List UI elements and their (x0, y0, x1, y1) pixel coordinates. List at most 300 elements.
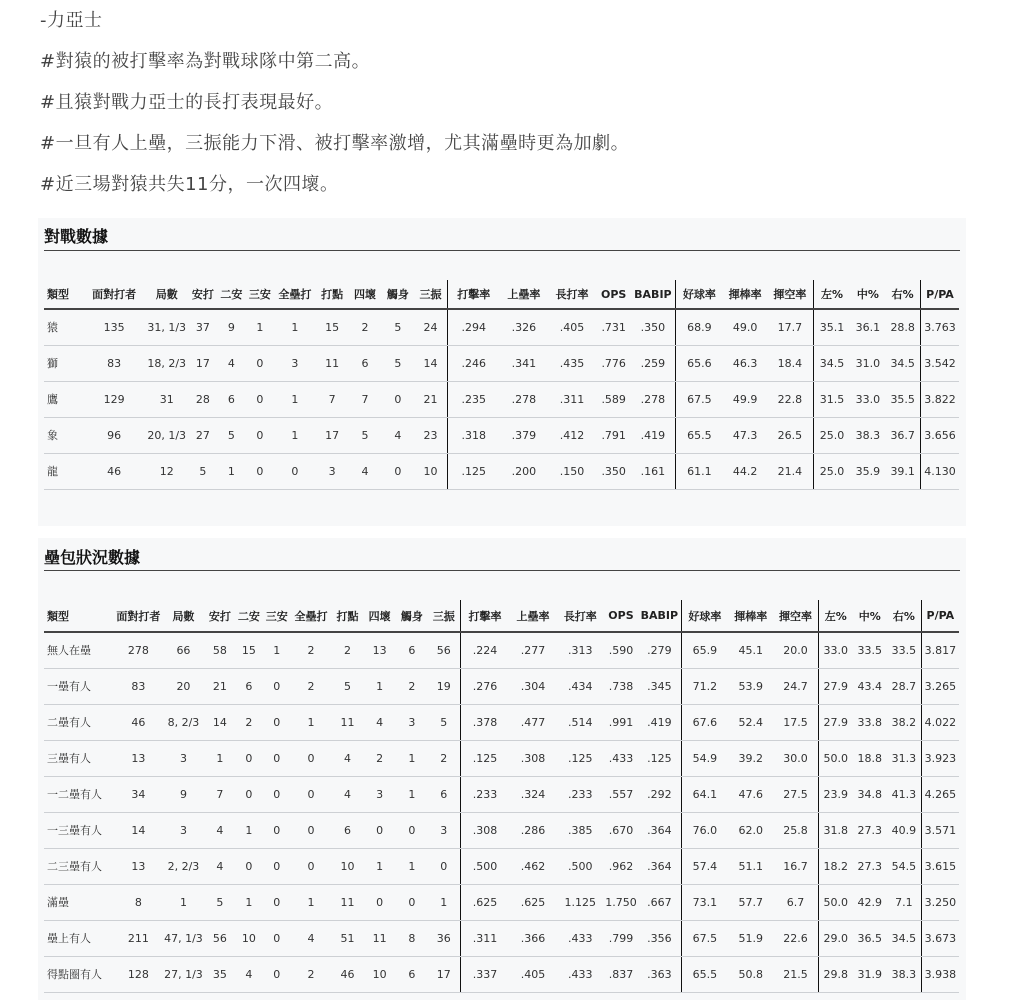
stat-cell: 51.1 (728, 848, 773, 884)
stat-cell: 10 (364, 956, 396, 992)
stat-cell: .125 (638, 740, 681, 776)
stat-cell: 5 (349, 417, 382, 453)
row-label: 滿壘 (44, 884, 115, 920)
stat-cell: 1 (274, 417, 316, 453)
stat-cell: 58 (205, 632, 235, 668)
stat-cell: .278 (631, 381, 675, 417)
stat-cell: 0 (263, 776, 291, 812)
stat-cell: 34 (115, 776, 162, 812)
stat-cell: 33.0 (850, 381, 885, 417)
stat-cell: 51 (331, 920, 363, 956)
table-row (44, 956, 959, 992)
stat-cell: 19 (428, 668, 460, 704)
column-header: 好球率 (675, 280, 723, 309)
stat-cell: .313 (557, 632, 604, 668)
stat-cell: 21 (414, 381, 447, 417)
stat-cell: .379 (500, 417, 548, 453)
stat-cell: 66 (162, 632, 205, 668)
row-label: 一壘有人 (44, 668, 115, 704)
stat-cell: 38.3 (887, 956, 921, 992)
stat-cell: 43.4 (853, 668, 887, 704)
stat-cell: 54.5 (887, 848, 921, 884)
stat-cell: 3 (396, 704, 428, 740)
stat-cell: 4 (217, 345, 245, 381)
stat-cell: 5 (381, 345, 414, 381)
stat-cell: 0 (291, 848, 332, 884)
column-header: 類型 (44, 600, 115, 632)
row-label: 鷹 (44, 381, 83, 417)
stat-cell: 13 (115, 848, 162, 884)
stat-cell: 4 (349, 453, 382, 489)
stat-cell: 14 (205, 704, 235, 740)
stat-cell: .350 (596, 453, 631, 489)
stat-cell: 7 (349, 381, 382, 417)
stat-cell: 3.763 (920, 309, 959, 345)
stat-cell: .246 (447, 345, 500, 381)
stat-cell: 54.9 (681, 740, 728, 776)
stat-cell: .311 (548, 381, 596, 417)
stat-cell: 36.5 (853, 920, 887, 956)
stat-cell: 46 (331, 956, 363, 992)
stat-cell: .378 (460, 704, 509, 740)
column-header: 安打 (189, 280, 217, 309)
stat-cell: .286 (509, 812, 556, 848)
stat-cell: .233 (557, 776, 604, 812)
column-header: P/PA (920, 280, 959, 309)
stat-cell: 3.615 (921, 848, 959, 884)
stat-cell: 13 (115, 740, 162, 776)
stat-cell: 1 (291, 704, 332, 740)
stat-cell: 24 (414, 309, 447, 345)
stat-cell: 65.9 (681, 632, 728, 668)
stat-cell: 2 (331, 632, 363, 668)
column-header: BABIP (638, 600, 681, 632)
stat-cell: .233 (460, 776, 509, 812)
stat-cell: 6 (428, 776, 460, 812)
stat-cell: .412 (548, 417, 596, 453)
column-header: 揮空率 (767, 280, 813, 309)
stat-cell: 14 (115, 812, 162, 848)
stat-cell: .433 (604, 740, 638, 776)
row-label: 龍 (44, 453, 83, 489)
stat-cell: 11 (316, 345, 349, 381)
stat-cell: 50.8 (728, 956, 773, 992)
row-label: 得點圈有人 (44, 956, 115, 992)
stat-cell: 65.6 (675, 345, 723, 381)
stat-cell: .419 (631, 417, 675, 453)
base-situation-table (44, 600, 959, 993)
stat-cell: 57.7 (728, 884, 773, 920)
column-header: P/PA (921, 600, 959, 632)
stat-cell: .791 (596, 417, 631, 453)
stat-cell: 13 (364, 632, 396, 668)
stat-cell: 0 (396, 812, 428, 848)
column-header: 右% (887, 600, 921, 632)
stat-cell: 12 (145, 453, 189, 489)
stat-cell: .341 (500, 345, 548, 381)
stat-cell: 27, 1/3 (162, 956, 205, 992)
column-header: 好球率 (681, 600, 728, 632)
stat-cell: 1 (274, 381, 316, 417)
column-header: 左% (818, 600, 852, 632)
stat-cell: 3 (162, 740, 205, 776)
table-row (44, 381, 959, 417)
stat-cell: 0 (246, 345, 274, 381)
stat-cell: 0 (263, 848, 291, 884)
stat-cell: 2 (349, 309, 382, 345)
stat-cell: 28 (189, 381, 217, 417)
stat-cell: 31.5 (813, 381, 850, 417)
column-header: 局數 (145, 280, 189, 309)
stat-cell: 50.0 (818, 884, 852, 920)
stat-cell: 38.2 (887, 704, 921, 740)
stat-cell: 0 (235, 848, 263, 884)
column-header: 二安 (235, 600, 263, 632)
stat-cell: 15 (235, 632, 263, 668)
stat-cell: 67.5 (675, 381, 723, 417)
column-header: 打點 (316, 280, 349, 309)
stat-cell: 0 (291, 776, 332, 812)
stat-cell: 1 (235, 812, 263, 848)
column-header: 揮棒率 (728, 600, 773, 632)
column-header: 觸身 (381, 280, 414, 309)
stat-cell: 0 (263, 812, 291, 848)
stat-cell: 28.8 (885, 309, 920, 345)
stat-cell: 4.265 (921, 776, 959, 812)
stat-cell: 3.656 (920, 417, 959, 453)
stat-cell: 31.8 (818, 812, 852, 848)
stat-cell: 22.8 (767, 381, 813, 417)
stat-cell: 73.1 (681, 884, 728, 920)
stat-cell: 6.7 (773, 884, 818, 920)
column-header: 全壘打 (291, 600, 332, 632)
column-header: 二安 (217, 280, 245, 309)
stat-cell: 1 (263, 632, 291, 668)
stat-cell: 33.5 (853, 632, 887, 668)
stat-cell: .589 (596, 381, 631, 417)
table-row (44, 776, 959, 812)
stat-cell: 35.1 (813, 309, 850, 345)
stat-cell: 25.8 (773, 812, 818, 848)
stat-cell: 11 (331, 704, 363, 740)
stat-cell: 31.0 (850, 345, 885, 381)
stat-cell: 1 (235, 884, 263, 920)
stat-cell: 4 (291, 920, 332, 956)
stat-cell: .363 (638, 956, 681, 992)
stat-cell: 39.2 (728, 740, 773, 776)
stat-cell: 45.1 (728, 632, 773, 668)
stat-cell: 2 (364, 740, 396, 776)
stat-cell: 27 (189, 417, 217, 453)
column-header: 長打率 (548, 280, 596, 309)
stat-cell: 211 (115, 920, 162, 956)
stat-cell: 135 (83, 309, 144, 345)
stat-cell: 21.5 (773, 956, 818, 992)
stat-cell: 27.9 (818, 668, 852, 704)
stat-cell: 1 (396, 776, 428, 812)
stat-cell: 7.1 (887, 884, 921, 920)
column-header: 局數 (162, 600, 205, 632)
stat-cell: 0 (263, 740, 291, 776)
stat-cell: 0 (381, 381, 414, 417)
row-label: 獅 (44, 345, 83, 381)
stat-cell: 3.250 (921, 884, 959, 920)
stat-cell: 30.0 (773, 740, 818, 776)
stat-cell: .279 (638, 632, 681, 668)
stat-cell: 15 (316, 309, 349, 345)
stat-cell: .405 (509, 956, 556, 992)
stat-cell: 1 (364, 668, 396, 704)
stat-cell: 62.0 (728, 812, 773, 848)
stat-cell: 34.5 (813, 345, 850, 381)
stat-cell: 57.4 (681, 848, 728, 884)
stat-cell: 20.0 (773, 632, 818, 668)
stat-cell: 35 (205, 956, 235, 992)
stat-cell: 0 (274, 453, 316, 489)
stat-cell: 18.4 (767, 345, 813, 381)
row-label: 無人在壘 (44, 632, 115, 668)
stat-cell: 61.1 (675, 453, 723, 489)
stat-cell: .318 (447, 417, 500, 453)
stat-cell: 8, 2/3 (162, 704, 205, 740)
stat-cell: 5 (428, 704, 460, 740)
stat-cell: 37 (189, 309, 217, 345)
stat-cell: .590 (604, 632, 638, 668)
table-row (44, 345, 959, 381)
stat-cell: .731 (596, 309, 631, 345)
stat-cell: 1.125 (557, 884, 604, 920)
stat-cell: 44.2 (723, 453, 767, 489)
stat-cell: .419 (638, 704, 681, 740)
row-label: 象 (44, 417, 83, 453)
stat-cell: .259 (631, 345, 675, 381)
table-row (44, 668, 959, 704)
stat-cell: 1 (217, 453, 245, 489)
stat-cell: .776 (596, 345, 631, 381)
stat-cell: 71.2 (681, 668, 728, 704)
stat-cell: .324 (509, 776, 556, 812)
column-header: 揮棒率 (723, 280, 767, 309)
stat-cell: 0 (381, 453, 414, 489)
stat-cell: 128 (115, 956, 162, 992)
stat-cell: 17 (316, 417, 349, 453)
stat-cell: 3 (428, 812, 460, 848)
table-row (44, 812, 959, 848)
stat-cell: .670 (604, 812, 638, 848)
stat-cell: 31 (145, 381, 189, 417)
stat-cell: 16.7 (773, 848, 818, 884)
stat-cell: .500 (460, 848, 509, 884)
stat-cell: 18, 2/3 (145, 345, 189, 381)
stat-cell: 34.5 (885, 345, 920, 381)
stat-cell: .435 (548, 345, 596, 381)
stat-cell: 4 (331, 776, 363, 812)
stat-cell: .294 (447, 309, 500, 345)
stat-cell: .385 (557, 812, 604, 848)
stat-cell: 3 (274, 345, 316, 381)
column-header: 打擊率 (447, 280, 500, 309)
stat-cell: 1.750 (604, 884, 638, 920)
stat-cell: 0 (396, 884, 428, 920)
stat-cell: .150 (548, 453, 596, 489)
stat-cell: 31.3 (887, 740, 921, 776)
stat-cell: 46 (115, 704, 162, 740)
stat-cell: .667 (638, 884, 681, 920)
column-header: 三振 (414, 280, 447, 309)
stat-cell: .278 (500, 381, 548, 417)
stat-cell: .277 (509, 632, 556, 668)
stat-cell: 2 (396, 668, 428, 704)
stat-cell: 34.5 (887, 920, 921, 956)
stat-cell: 33.5 (887, 632, 921, 668)
stat-cell: 0 (235, 740, 263, 776)
stat-cell: 3 (364, 776, 396, 812)
table-row (44, 704, 959, 740)
stat-cell: 1 (364, 848, 396, 884)
stat-cell: .292 (638, 776, 681, 812)
stat-cell: 3.938 (921, 956, 959, 992)
stat-cell: 0 (263, 956, 291, 992)
row-label: 一三壘有人 (44, 812, 115, 848)
stat-cell: 0 (246, 381, 274, 417)
row-label: 猿 (44, 309, 83, 345)
stat-cell: .557 (604, 776, 638, 812)
stat-cell: 1 (396, 740, 428, 776)
stat-cell: .433 (557, 920, 604, 956)
column-header: 中% (850, 280, 885, 309)
stat-cell: 1 (428, 884, 460, 920)
stat-cell: .500 (557, 848, 604, 884)
column-header: 上壘率 (509, 600, 556, 632)
stat-cell: 18.2 (818, 848, 852, 884)
stat-cell: 0 (263, 884, 291, 920)
stat-cell: .200 (500, 453, 548, 489)
stat-cell: 8 (115, 884, 162, 920)
row-label: 一二壘有人 (44, 776, 115, 812)
column-header: 面對打者 (83, 280, 144, 309)
stat-cell: 3.923 (921, 740, 959, 776)
column-header: 類型 (44, 280, 83, 309)
stat-cell: 65.5 (675, 417, 723, 453)
stat-cell: 6 (396, 956, 428, 992)
stat-cell: 4 (235, 956, 263, 992)
stat-cell: 0 (263, 920, 291, 956)
stat-cell: .991 (604, 704, 638, 740)
stat-cell: .125 (447, 453, 500, 489)
stat-cell: 33.0 (818, 632, 852, 668)
stat-cell: 3 (316, 453, 349, 489)
column-header: 左% (813, 280, 850, 309)
stat-cell: 23.9 (818, 776, 852, 812)
stat-cell: 3.673 (921, 920, 959, 956)
stat-cell: 17 (428, 956, 460, 992)
stat-cell: .962 (604, 848, 638, 884)
column-header: 面對打者 (115, 600, 162, 632)
stat-cell: .625 (460, 884, 509, 920)
stat-cell: 4 (381, 417, 414, 453)
stat-cell: 20, 1/3 (145, 417, 189, 453)
stat-cell: 56 (428, 632, 460, 668)
table-header-row (44, 280, 959, 309)
stat-cell: 7 (316, 381, 349, 417)
stat-cell: 10 (331, 848, 363, 884)
stat-cell: .308 (460, 812, 509, 848)
stat-cell: 40.9 (887, 812, 921, 848)
stat-cell: 96 (83, 417, 144, 453)
stat-cell: 4 (205, 848, 235, 884)
stat-cell: .625 (509, 884, 556, 920)
stat-cell: 27.3 (853, 812, 887, 848)
stat-cell: 2 (428, 740, 460, 776)
stat-cell: 29.0 (818, 920, 852, 956)
stat-cell: 0 (246, 417, 274, 453)
stat-cell: 0 (364, 884, 396, 920)
stat-cell: .356 (638, 920, 681, 956)
column-header: 全壘打 (274, 280, 316, 309)
stat-cell: .364 (638, 812, 681, 848)
stat-cell: 34.8 (853, 776, 887, 812)
intro-line: -力亞士 (40, 10, 103, 31)
stat-cell: 31, 1/3 (145, 309, 189, 345)
stat-cell: 129 (83, 381, 144, 417)
stat-cell: 14 (414, 345, 447, 381)
stat-cell: 42.9 (853, 884, 887, 920)
stat-cell: .462 (509, 848, 556, 884)
stat-cell: .366 (509, 920, 556, 956)
stat-cell: 49.0 (723, 309, 767, 345)
table-row (44, 920, 959, 956)
stat-cell: .224 (460, 632, 509, 668)
stat-cell: 68.9 (675, 309, 723, 345)
stat-cell: 83 (115, 668, 162, 704)
stat-cell: 24.7 (773, 668, 818, 704)
row-label: 二三壘有人 (44, 848, 115, 884)
stat-cell: 3.817 (921, 632, 959, 668)
stat-cell: 46.3 (723, 345, 767, 381)
stat-cell: 0 (364, 812, 396, 848)
column-header: 中% (853, 600, 887, 632)
stat-cell: 25.0 (813, 417, 850, 453)
table-row (44, 740, 959, 776)
stat-cell: 0 (263, 704, 291, 740)
stat-cell: 76.0 (681, 812, 728, 848)
column-header: 四壞 (349, 280, 382, 309)
matchup-section-title: 對戰數據 (44, 227, 109, 246)
stat-cell: .308 (509, 740, 556, 776)
stat-cell: 9 (162, 776, 205, 812)
stat-cell: .161 (631, 453, 675, 489)
section-divider (44, 250, 960, 251)
stat-cell: 6 (396, 632, 428, 668)
column-header: 三振 (428, 600, 460, 632)
column-header: OPS (596, 280, 631, 309)
stat-cell: 2 (291, 668, 332, 704)
column-header: 右% (885, 280, 920, 309)
table-row (44, 848, 959, 884)
stat-cell: .311 (460, 920, 509, 956)
row-label: 三壘有人 (44, 740, 115, 776)
table-row (44, 632, 959, 668)
stat-cell: .434 (557, 668, 604, 704)
intro-line: #對猿的被打擊率為對戰球隊中第二高。 (40, 51, 371, 72)
stat-cell: 0 (235, 776, 263, 812)
column-header: 三安 (246, 280, 274, 309)
stat-cell: 35.9 (850, 453, 885, 489)
stat-cell: .350 (631, 309, 675, 345)
stat-cell: 4 (331, 740, 363, 776)
stat-cell: .326 (500, 309, 548, 345)
stat-cell: 0 (428, 848, 460, 884)
